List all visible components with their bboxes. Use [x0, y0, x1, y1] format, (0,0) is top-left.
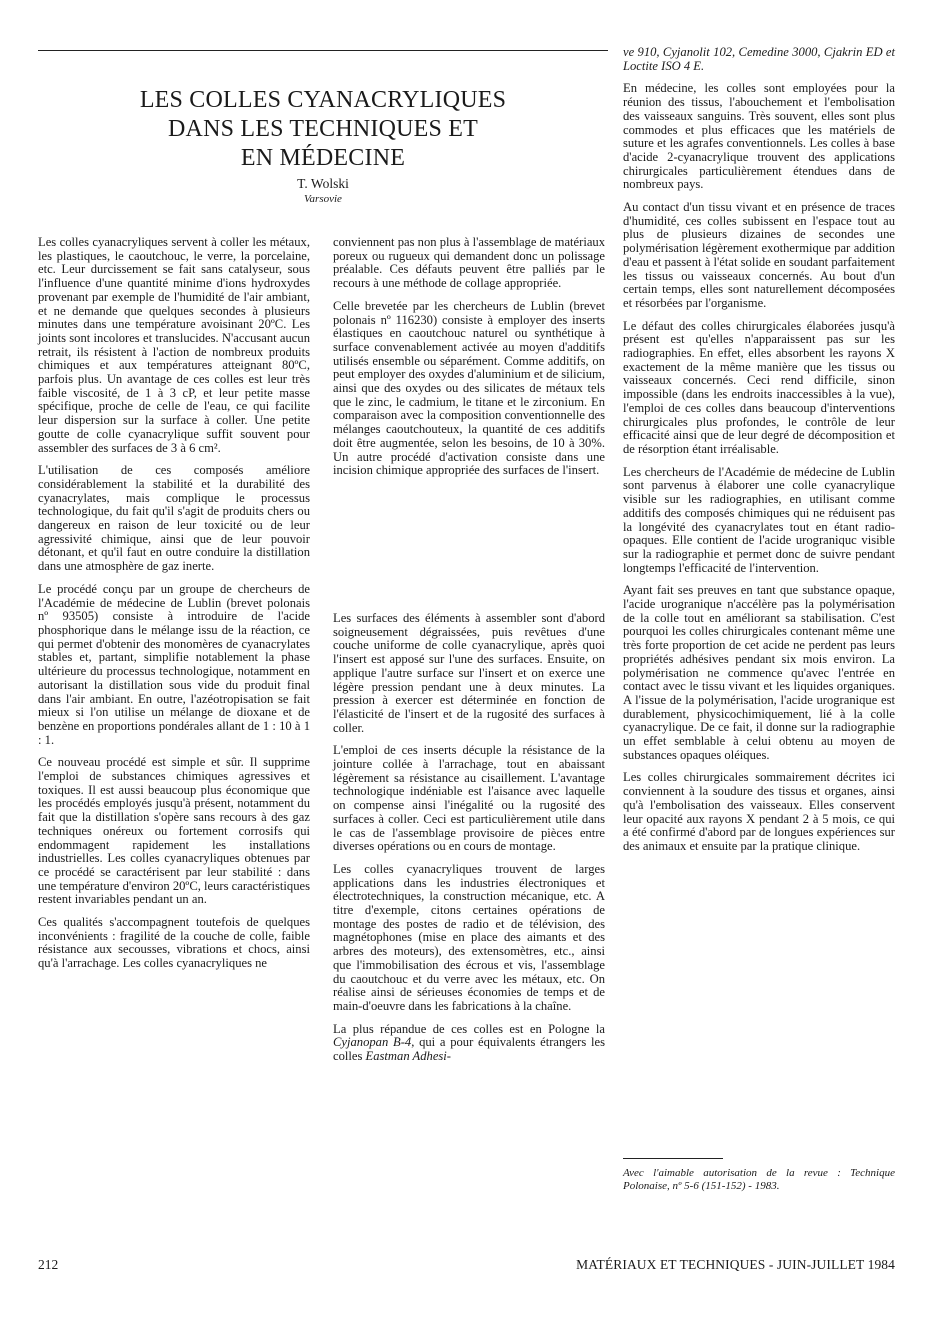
- paragraph: Ayant fait ses preuves en tant que substance opaque, l'acide urogranique n'accélère pas la polymérisation de la colle tout en améliorant sa stabilisation. C'est pourquoi les colles chirurgicales contenant même une très forte proportion de cet acide ne perdent pas leurs propriétés adhésives pendant six mois environ. La polymérisation ne commence qu'avec l'entrée en contact avec le tissu vivant et les liquides organiques. A l'issue de la polymérisation, l'acide urogranique est durablement, physicochimiquement, lié à la colle cyanacrylique. De ce fait, il donne sur la radiographie un effet semblable à celui obtenu au moyen de substances opaques oléiques.: [623, 583, 895, 762]
- paragraph: Les colles cyanacryliques trouvent de larges applications dans les industries électroniques et électrotechniques, la construction mécanique, etc. A titre d'exemple, citons certaines opérations de montage des postes de radio et de télévision, des magnétophones (mise en place des aimants et des arbres des moteurs), des extensomètres, etc., ainsi que l'immobilisation des écrous et vis, l'assemblage du caoutchouc et du verre avec les métaux, etc. On réalise ainsi de sérieuses économies de temps et de main-d'oeuvre dans les fabrications à la chaîne.: [333, 861, 605, 1013]
- product-name: Eastman Adhesi-: [365, 1049, 452, 1064]
- text-run: La plus répandue de ces colles est en Pologne la: [333, 1021, 605, 1036]
- text-run: , qui a pour équivalents étrangers les colles: [333, 1035, 605, 1064]
- paragraph: Les colles cyanacryliques servent à coller les métaux, les plastiques, le caoutchouc, le verre, la porcelaine, etc. Leur durcissement se fait sans catalyseur, sous l'influence d'une quantité minime d'ions hydroxydes provenant par exemple de l'humidité de l'air ambiant, et ne demande que quelques secondes à plusieurs minutes dans une température avoisinant 20ºC. Les joints sont incolores et translucides. N'accusant aucun retrait, ils résistent à l'action de nombreux produits chimiques et aux températures atteignant 80ºC, parfois plus. Un avantage de ces colles est leur très faible viscosité, de 1 à 3 cP, et leur petite masse spécifique, proche de celle de l'eau, ce qui facilite leur dispersion sur la surface à coller. Une petite goutte de colle cyanacrylique suffit souvent pour assembler des surfaces de 3 à 6 cm².: [38, 235, 310, 455]
- paragraph: Les surfaces des éléments à assembler sont d'abord soigneusement dégraissées, puis revêtues d'une couche uniforme de colle cyanacrylique, après quoi l'insert est apposé sur l'une des surfaces. Ensuite, on applique l'autre surface sur l'insert et on exerce une légère pression pendant une à deux minutes. La pression à exercer est déterminée en fonction de l'élasticité de l'insert et de la rugosité des surfaces à coller.: [333, 611, 605, 735]
- paragraph: conviennent pas non plus à l'assemblage de matériaux poreux ou rugueux qui demandent donc un polissage préalable. Ces défauts peuvent être palliés par le recours à une méthode de collage appropriée.: [333, 235, 605, 291]
- paragraph: Le procédé conçu par un groupe de chercheurs de l'Académie de médecine de Lublin (brevet polonais nº 93505) consiste à introduire de l'acide phosphorique dans le mélange issu de la réaction, ce qui permet d'obtenir des monomères de cyanacrylates stables et, partant, simplifie notablement la phase ultérieure du processus technologique, notamment en autorisant la distillation sous vide du produit final dans l'air ambiant. En outre, l'azéotropisation se fait mieux si l'on utilise un mélange de dioxane et de benzène en proportions pondérales allant de 1 : 10 à 1 : 1.: [38, 581, 310, 747]
- paragraph: Les colles chirurgicales sommairement décrites ici conviennent à la soudure des tissus et organes, ainsi qu'à l'embolisation des vaisseaux. Elles conservent leur opacité aux rayons X pendant 2 à 5 mois, ce qui a été confirmé d'abord par de longues expériences sur des animaux et ensuite par la pratique clinique.: [623, 770, 895, 853]
- paragraph: Celle brevetée par les chercheurs de Lublin (brevet polonais nº 116230) consiste à employer des inserts élastiques en caoutchouc naturel ou synthétique à surface convenablement activée au moyen d'additifs utilisés ensemble ou séparément. Comme additifs, on peut employer des oxydes d'aluminium et de silicium, ainsi que des oxydes ou des silicates de métaux tels que le zinc, le cadmium, le titane et le zirconium. En comparaison avec la composition conventionnelle des mélanges caoutchouteux, la quantité de ces additifs doit être augmentée, selon les besoins, de 10 à 30%. Un autre procédé d'activation consiste dans une incision chimique appropriée des surfaces de l'insert.: [333, 298, 605, 478]
- header-rule: [38, 50, 608, 51]
- column-2-top: [333, 236, 605, 487]
- product-name: Cyjanopan B-4: [333, 1035, 412, 1050]
- paragraph: En médecine, les colles sont employées pour la réunion des tissus, l'abouchement et l'embolisation des vaisseaux sanguins. Très souvent, elles sont plus commodes et plus efficaces que les matériels de suture et les agrafes conventionnels. Les colles à base d'acide 2-cyanacrylique trouvent des applications chirurgicales particulièrement étendues dans de nombreux pays.: [623, 81, 895, 192]
- author-name: T. Wolski: [297, 176, 349, 191]
- title-line-2: DANS LES TECHNIQUES ET: [168, 116, 478, 142]
- journal-footer: MATÉRIAUX ET TECHNIQUES - JUIN-JUILLET 1984: [576, 1257, 895, 1272]
- paragraph: Ce nouveau procédé est simple et sûr. Il supprime l'emploi de substances chimiques agressives et toxiques. Il est aussi beaucoup plus économique que les procédés employés jusqu'à présent, notamment du fait que la distillation s'opère sans recours à des gaz techniques onéreux ou fortement corrosifs qui endommagent rapidement les installations industrielles. Les colles cyanacryliques obtenues par ce procédé se caractérisent par leur stabilité : dans une température d'environ 20ºC, leurs caractéristiques restent invariables pendant un an.: [38, 755, 310, 907]
- paragraph: [333, 1023, 605, 1064]
- title-line-3: EN MÉDECINE: [240, 145, 406, 171]
- footnote-rule: [623, 1158, 723, 1159]
- title-line-1: LES COLLES CYANACRYLIQUES: [139, 87, 507, 113]
- paragraph-continuation: ve 910, Cyjanolit 102, Cemedine 3000, Cjakrin ED et Loctite ISO 4 E.: [623, 45, 895, 73]
- paragraph: Le défaut des colles chirurgicales élaborées jusqu'à présent est qu'elles n'apparaissent pas sur les radiographies. En effet, elles absorbent les rayons X exactement de la même manière que les tissus ou vaisseaux concernés. Ceci rend difficile, sinon impossible (dans les endroits inaccessibles à la vue), l'emploi de ces colles dans beaucoup d'interventions chirurgicales plus profondes, le contrôle de leur efficacité ainsi que de leur degré de décomposition et de résorption étant irréalisable.: [623, 318, 895, 456]
- paragraph: Les chercheurs de l'Académie de médecine de Lublin sont parvenus à élaborer une colle cyanacrylique visible sur les radiographies, en utilisant comme additifs des composés chimiques qui ne réduisent pas la longévité des cyanacrylates tout en étant radio-opaques. Elle contient de l'acide urograniquc visible sur la radiographie et permet donc de suivre pendant longtemps l'efficacité de l'intervention.: [623, 464, 895, 575]
- footnote: Avec l'aimable autorisation de la revue : Technique Polonaise, nº 5-6 (151-152) - 1983.: [623, 1167, 895, 1192]
- column-2-bottom: [333, 612, 605, 1073]
- paragraph: Au contact d'un tissu vivant et en présence de traces d'humidité, ces colles subissent en l'espace tout au plus de plusieurs dizaines de secondes une polymérisation légèrement exothermique par addition d'eau et passent à l'état solide en soudant parfaitement les tissus ou vaisseaux concernés. Au bout d'un certain temps, elles sont naturellement décomposées et résorbées par l'organisme.: [623, 200, 895, 310]
- page-number: 212: [38, 1257, 59, 1272]
- column-1: [38, 236, 310, 980]
- paragraph: L'utilisation de ces composés améliore considérablement la stabilité et la durabilité des cyanacrylates, mais complique le processus technologique, du fait qu'il s'agit de produits chers ou dangereux en raison de leur toxicité ou de leur agressivité chimique, ainsi que de leur pouvoir détonant, et qu'il faut en outre conduire la distillation dans une atmosphère de gaz inerte.: [38, 463, 310, 574]
- author-affiliation: Varsovie: [304, 193, 342, 205]
- paragraph: Ces qualités s'accompagnent toutefois de quelques inconvénients : fragilité de la couche de colle, faible résistance aux secousses, vibrations et chocs, ainsi qu'à l'arrachage. Les colles cyanacryliques ne: [38, 915, 310, 971]
- article-title: [38, 86, 608, 173]
- paragraph: L'emploi de ces inserts décuple la résistance de la jointure collée à l'arrachage, tout en abaissant légèrement sa résistance au cisaillement. L'avantage technologique indéniable est l'aisance avec laquelle on compense ainsi l'inégalité ou la rugosité des surfaces à coller. Ceci est particulièrement utile dans le cas de l'assemblage provisoire de pièces entre diverses opérations ou en cours de montage.: [333, 743, 605, 854]
- column-3: [623, 46, 895, 863]
